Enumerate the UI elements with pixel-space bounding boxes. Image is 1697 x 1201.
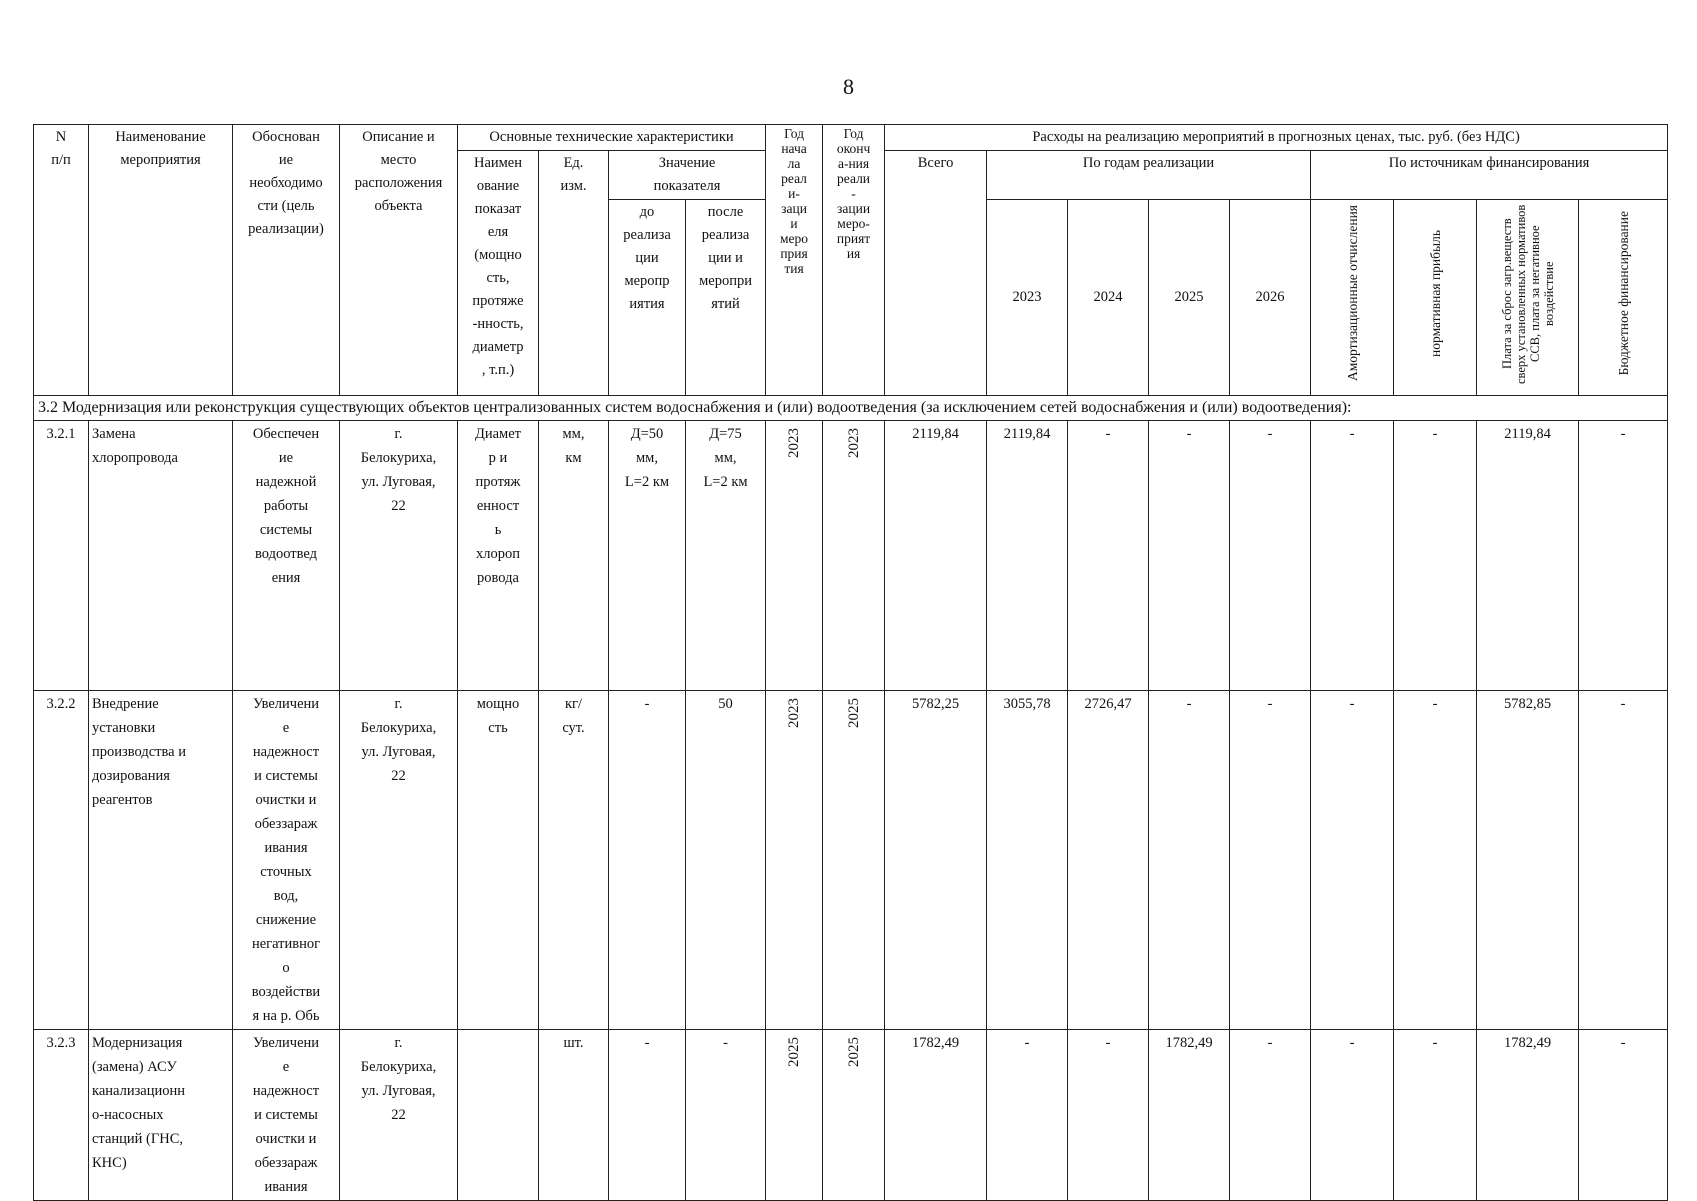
- row-description: г. Белокуриха, ул. Луговая, 22: [340, 691, 458, 1030]
- header-indicator-name: Наимен ование показат еля (мощно сть, протяже -нность, диаметр , т.п.): [458, 151, 539, 396]
- row-description: г. Белокуриха, ул. Луговая, 22: [340, 1030, 458, 1201]
- row-indicator: [458, 1030, 539, 1201]
- header-total: Всего: [885, 151, 987, 396]
- header-source-fee: [1477, 200, 1579, 396]
- row-year-start: 2023: [786, 428, 803, 458]
- header-description: Описание и место расположения объекта: [340, 125, 458, 396]
- header-source-profit-label: нормативная прибыль: [1427, 230, 1443, 357]
- row-2024: -: [1068, 421, 1149, 691]
- row-unit: шт.: [539, 1030, 609, 1201]
- row-fee: 1782,49: [1477, 1030, 1579, 1201]
- row-budget: -: [1579, 421, 1668, 691]
- header-tech: Основные технические характеристики: [458, 125, 766, 151]
- row-number: 3.2.1: [34, 421, 89, 691]
- row-indicator: мощно сть: [458, 691, 539, 1030]
- row-total: 2119,84: [885, 421, 987, 691]
- header-source-amortization: [1311, 200, 1394, 396]
- row-amortization: -: [1311, 691, 1394, 1030]
- row-year-start: 2023: [786, 698, 803, 728]
- header-n: N п/п: [34, 125, 89, 396]
- section-title: 3.2 Модернизация или реконструкция существующих объектов централизованных систем водоснабжения и (или) водоотведения (за исключением сетей водоснабжения и (или) водоотведения):: [34, 396, 1668, 421]
- row-total: 5782,25: [885, 691, 987, 1030]
- row-before: Д=50 мм, L=2 км: [609, 421, 686, 691]
- page-number: 8: [843, 74, 854, 99]
- header-before: до реализа ции меропр иятия: [609, 200, 686, 396]
- row-justification: Обеспечен ие надежной работы системы водоотвед ения: [233, 421, 340, 691]
- header-source-profit: [1394, 200, 1477, 396]
- header-justification: Обоснован ие необходимо сти (цель реализации): [233, 125, 340, 396]
- row-year-end: 2023: [845, 428, 862, 458]
- header-source-budget: [1579, 200, 1668, 396]
- row-2025: -: [1149, 691, 1230, 1030]
- header-year-2024: 2024: [1068, 200, 1149, 396]
- row-year-end: 2025: [845, 1037, 862, 1067]
- row-budget: -: [1579, 691, 1668, 1030]
- row-after: Д=75 мм, L=2 км: [686, 421, 766, 691]
- row-total: 1782,49: [885, 1030, 987, 1201]
- row-year-end-cell: [823, 1030, 885, 1201]
- row-indicator: Диамет р и протяж енност ь хлороп ровода: [458, 421, 539, 691]
- header-year-2025: 2025: [1149, 200, 1230, 396]
- header-source-amortization-label: Амортизационные отчисления: [1344, 205, 1360, 382]
- row-fee: 2119,84: [1477, 421, 1579, 691]
- row-2025: 1782,49: [1149, 1030, 1230, 1201]
- row-year-end-cell: [823, 691, 885, 1030]
- table-row: [34, 691, 1668, 1030]
- header-costs: Расходы на реализацию мероприятий в прогнозных ценах, тыс. руб. (без НДС): [885, 125, 1668, 151]
- row-unit: кг/ сут.: [539, 691, 609, 1030]
- row-name: Внедрение установки производства и дозирования реагентов: [89, 691, 233, 1030]
- header-row: [34, 125, 1668, 151]
- section-row: [34, 396, 1668, 421]
- header-year-2026: 2026: [1230, 200, 1311, 396]
- header-unit: Ед. изм.: [539, 151, 609, 396]
- header-year-start: Год нача ла реал и- заци и меро прия тия: [766, 125, 823, 396]
- row-before: -: [609, 691, 686, 1030]
- row-year-start-cell: [766, 1030, 823, 1201]
- row-name: Модернизация (замена) АСУ канализационн о-насосных станций (ГНС, КНС): [89, 1030, 233, 1201]
- header-value: Значение показателя: [609, 151, 766, 200]
- row-profit: -: [1394, 1030, 1477, 1201]
- row-justification: Увеличени е надежност и системы очистки и обеззараж ивания сточных вод, снижение негативног о воздействи я на р. Обь: [233, 691, 340, 1030]
- row-fee: 5782,85: [1477, 691, 1579, 1030]
- row-year-start: 2025: [786, 1037, 803, 1067]
- row-year-start-cell: [766, 691, 823, 1030]
- row-number: 3.2.2: [34, 691, 89, 1030]
- row-year-start-cell: [766, 421, 823, 691]
- row-budget: -: [1579, 1030, 1668, 1201]
- row-2023: -: [987, 1030, 1068, 1201]
- row-description: г. Белокуриха, ул. Луговая, 22: [340, 421, 458, 691]
- header-year-end: Год оконч а-ния реали - зации меро- прият ия: [823, 125, 885, 396]
- table-row: [34, 1030, 1668, 1201]
- measures-table: [33, 124, 1668, 1201]
- header-by-years: По годам реализации: [987, 151, 1311, 200]
- row-2023: 3055,78: [987, 691, 1068, 1030]
- row-2025: -: [1149, 421, 1230, 691]
- row-2023: 2119,84: [987, 421, 1068, 691]
- row-year-end-cell: [823, 421, 885, 691]
- row-profit: -: [1394, 421, 1477, 691]
- row-2026: -: [1230, 1030, 1311, 1201]
- row-2024: 2726,47: [1068, 691, 1149, 1030]
- row-after: 50: [686, 691, 766, 1030]
- header-source-budget-label: Бюджетное финансирование: [1615, 211, 1631, 376]
- row-justification: Увеличени е надежност и системы очистки и обеззараж ивания: [233, 1030, 340, 1201]
- row-2024: -: [1068, 1030, 1149, 1201]
- row-after: -: [686, 1030, 766, 1201]
- row-unit: мм, км: [539, 421, 609, 691]
- header-after: после реализа ции и меропри ятий: [686, 200, 766, 396]
- row-name: Замена хлоропровода: [89, 421, 233, 691]
- row-profit: -: [1394, 691, 1477, 1030]
- row-year-end: 2025: [845, 698, 862, 728]
- header-source-fee-label: Плата за сброс загр.веществ сверх установленных нормативов ССВ, плата за негативное воздействие: [1499, 203, 1556, 384]
- row-amortization: -: [1311, 1030, 1394, 1201]
- header-name: Наименование мероприятия: [89, 125, 233, 396]
- row-number: 3.2.3: [34, 1030, 89, 1201]
- row-2026: -: [1230, 691, 1311, 1030]
- row-amortization: -: [1311, 421, 1394, 691]
- table-row: [34, 421, 1668, 691]
- row-before: -: [609, 1030, 686, 1201]
- header-by-sources: По источникам финансирования: [1311, 151, 1668, 200]
- header-year-2023: 2023: [987, 200, 1068, 396]
- row-2026: -: [1230, 421, 1311, 691]
